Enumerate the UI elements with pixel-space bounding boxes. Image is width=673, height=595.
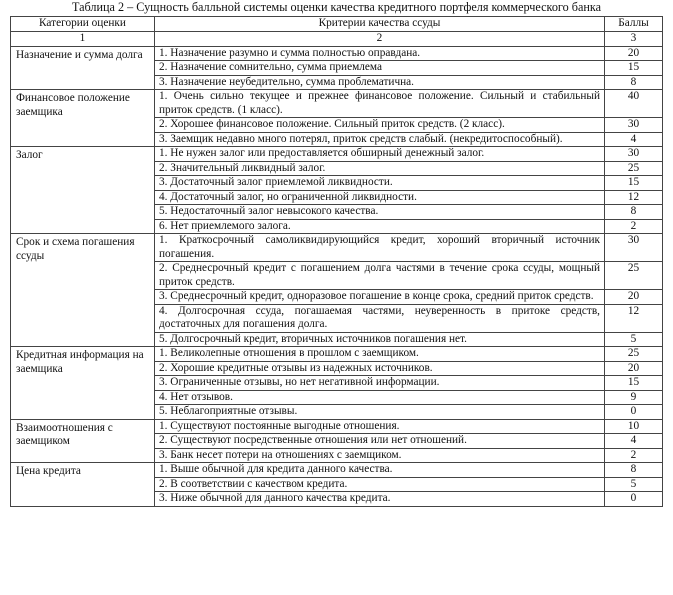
score-cell: 30 <box>605 118 663 133</box>
table-row <box>11 234 663 262</box>
score-cell: 10 <box>605 419 663 434</box>
score-cell: 15 <box>605 61 663 76</box>
column-number-3: 3 <box>605 32 663 47</box>
score-cell: 4 <box>605 434 663 449</box>
score-cell: 0 <box>605 492 663 507</box>
criterion-cell: 5. Долгосрочный кредит, вторичных источников погашения нет. <box>155 332 605 347</box>
score-cell: 8 <box>605 75 663 90</box>
criterion-cell: 1. Существуют постоянные выгодные отношения. <box>155 419 605 434</box>
category-cell: Кредитная информация на заемщика <box>11 347 155 420</box>
criterion-cell: 4. Нет отзывов. <box>155 390 605 405</box>
criterion-cell: 3. Среднесрочный кредит, одноразовое погашение в конце срока, средний приток средств. <box>155 290 605 305</box>
criterion-cell: 4. Долгосрочная ссуда, погашаемая частями, неуверенность в притоке средств, достаточных для погашения долга. <box>155 304 605 332</box>
criterion-cell: 2. Назначение сомнительно, сумма приемлема <box>155 61 605 76</box>
score-cell: 12 <box>605 304 663 332</box>
criterion-cell: 6. Нет приемлемого залога. <box>155 219 605 234</box>
criterion-cell: 2. Существуют посредственные отношения или нет отношений. <box>155 434 605 449</box>
criterion-cell: 5. Неблагоприятные отзывы. <box>155 405 605 420</box>
score-cell: 30 <box>605 147 663 162</box>
table-body <box>11 46 663 506</box>
score-cell: 5 <box>605 477 663 492</box>
criterion-cell: 3. Заемщик недавно много потерял, приток средств слабый. (некредитоспособный). <box>155 132 605 147</box>
criterion-cell: 2. Значительный ликвидный залог. <box>155 161 605 176</box>
category-cell: Назначение и сумма долга <box>11 46 155 90</box>
score-cell: 15 <box>605 376 663 391</box>
score-cell: 12 <box>605 190 663 205</box>
table-row <box>11 90 663 118</box>
score-cell: 20 <box>605 46 663 61</box>
criterion-cell: 3. Ниже обычной для данного качества кредита. <box>155 492 605 507</box>
score-cell: 8 <box>605 463 663 478</box>
table-row <box>11 463 663 478</box>
column-number-row <box>11 32 663 47</box>
score-cell: 8 <box>605 205 663 220</box>
criterion-cell: 1. Выше обычной для кредита данного качества. <box>155 463 605 478</box>
category-cell: Финансовое положение заемщика <box>11 90 155 147</box>
score-cell: 2 <box>605 448 663 463</box>
criterion-cell: 3. Назначение неубедительно, сумма проблематична. <box>155 75 605 90</box>
column-number-1: 1 <box>11 32 155 47</box>
score-cell: 4 <box>605 132 663 147</box>
category-cell: Срок и схема погашения ссуды <box>11 234 155 347</box>
credit-quality-scoring-table <box>10 16 663 507</box>
score-cell: 5 <box>605 332 663 347</box>
table-row <box>11 147 663 162</box>
category-cell: Залог <box>11 147 155 234</box>
header-criteria: Критерии качества ссуды <box>155 17 605 32</box>
criterion-cell: 1. Очень сильно текущее и прежнее финансовое положение. Сильный и стабильный приток средств. (1 класс). <box>155 90 605 118</box>
score-cell: 20 <box>605 290 663 305</box>
score-cell: 20 <box>605 361 663 376</box>
criterion-cell: 3. Банк несет потери на отношениях с заемщиком. <box>155 448 605 463</box>
criterion-cell: 5. Недостаточный залог невысокого качества. <box>155 205 605 220</box>
table-row <box>11 347 663 362</box>
score-cell: 15 <box>605 176 663 191</box>
criterion-cell: 4. Достаточный залог, но ограниченной ликвидности. <box>155 190 605 205</box>
score-cell: 40 <box>605 90 663 118</box>
table-row <box>11 419 663 434</box>
criterion-cell: 2. Хорошее финансовое положение. Сильный приток средств. (2 класс). <box>155 118 605 133</box>
table-caption: Таблица 2 – Сущность балльной системы оценки качества кредитного портфеля коммерческого банка <box>71 0 602 14</box>
criterion-cell: 1. Не нужен залог или предоставляется обширный денежный залог. <box>155 147 605 162</box>
score-cell: 9 <box>605 390 663 405</box>
score-cell: 25 <box>605 347 663 362</box>
criterion-cell: 1. Краткосрочный самоликвидирующийся кредит, хороший вторичный источник погашения. <box>155 234 605 262</box>
table-row <box>11 46 663 61</box>
column-number-2: 2 <box>155 32 605 47</box>
score-cell: 25 <box>605 161 663 176</box>
category-cell: Взаимоотношения с заемщиком <box>11 419 155 463</box>
criterion-cell: 2. В соответствии с качеством кредита. <box>155 477 605 492</box>
score-cell: 2 <box>605 219 663 234</box>
score-cell: 0 <box>605 405 663 420</box>
criterion-cell: 2. Хорошие кредитные отзывы из надежных источников. <box>155 361 605 376</box>
header-score: Баллы <box>605 17 663 32</box>
header-category: Категории оценки <box>11 17 155 32</box>
criterion-cell: 1. Великолепные отношения в прошлом с заемщиком. <box>155 347 605 362</box>
criterion-cell: 3. Ограниченные отзывы, но нет негативной информации. <box>155 376 605 391</box>
score-cell: 30 <box>605 234 663 262</box>
score-cell: 25 <box>605 262 663 290</box>
category-cell: Цена кредита <box>11 463 155 507</box>
criterion-cell: 3. Достаточный залог приемлемой ликвидности. <box>155 176 605 191</box>
header-row <box>11 17 663 32</box>
criterion-cell: 1. Назначение разумно и сумма полностью оправдана. <box>155 46 605 61</box>
criterion-cell: 2. Среднесрочный кредит с погашением долга частями в течение срока ссуды, мощный приток средств. <box>155 262 605 290</box>
